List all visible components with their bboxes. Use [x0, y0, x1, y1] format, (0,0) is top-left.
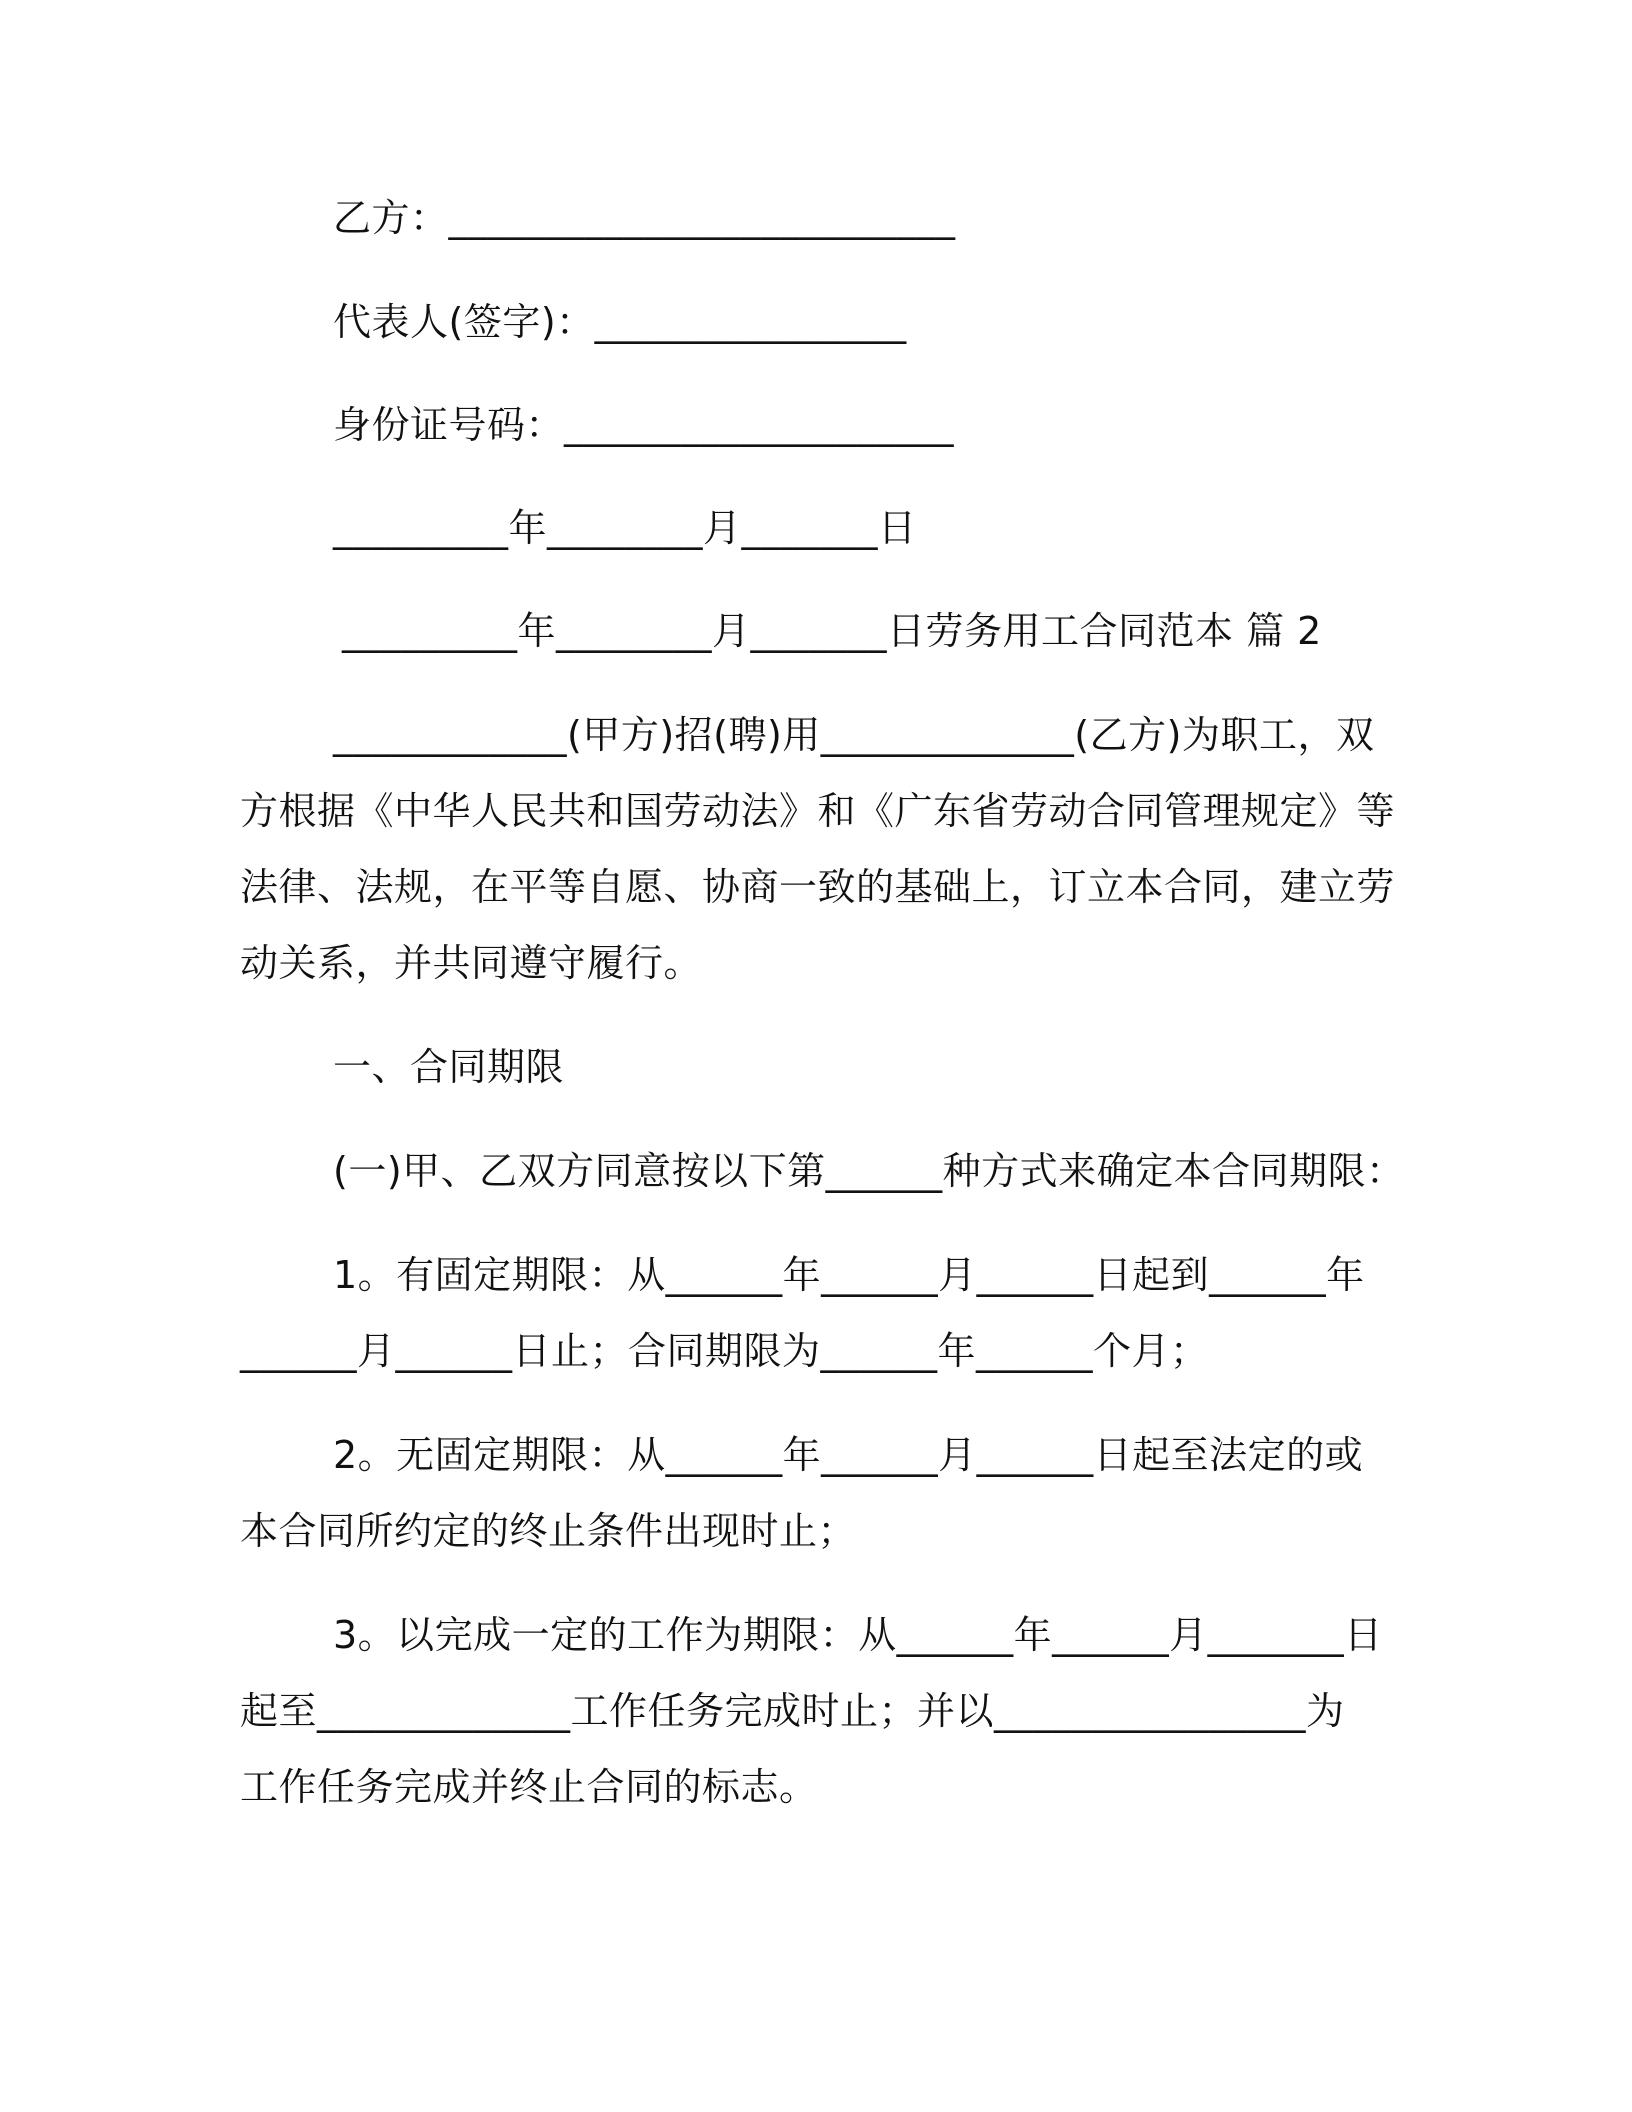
option-task-term-line-2: 起至_____________工作任务完成时止；并以________________为 [240, 1689, 1345, 1733]
party-b-line: 乙方：__________________________ [333, 196, 956, 240]
intro-paragraph-line-3: 法律、法规，在平等自愿、协商一致的基础上，订立本合同，建立劳 [240, 865, 1396, 909]
representative-signature-line: 代表人(签字)：________________ [333, 300, 907, 344]
intro-paragraph-line-4: 动关系，并共同遵守履行。 [240, 941, 703, 985]
intro-paragraph-line-2: 方根据《中华人民共和国劳动法》和《广东省劳动合同管理规定》等 [240, 789, 1396, 833]
option-fixed-term-line-1: 1。有固定期限：从______年______月______日起到______年 [333, 1253, 1365, 1297]
option-fixed-term-line-2: ______月______日止；合同期限为______年______个月； [240, 1329, 1209, 1373]
signature-date-line: _________年________月_______日 [333, 506, 917, 550]
section-title-contract-term: 一、合同期限 [333, 1045, 565, 1089]
option-open-term-line-2: 本合同所约定的终止条件出现时止； [240, 1509, 857, 1553]
option-task-term-line-1: 3。以完成一定的工作为期限：从______年______月_______日 [333, 1613, 1383, 1657]
clause-term-method: (一)甲、乙双方同意按以下第______种方式来确定本合同期限： [333, 1149, 1405, 1193]
option-task-term-line-3: 工作任务完成并终止合同的标志。 [240, 1765, 818, 1809]
option-open-term-line-1: 2。无固定期限：从______年______月______日起至法定的或 [333, 1433, 1364, 1477]
contract-heading: _________年________月_______日劳务用工合同范本 篇 2 [342, 609, 1322, 653]
id-number-line: 身份证号码：____________________ [333, 403, 955, 447]
intro-paragraph-line-1: ____________(甲方)招(聘)用_____________(乙方)为职工，双 [333, 713, 1375, 757]
